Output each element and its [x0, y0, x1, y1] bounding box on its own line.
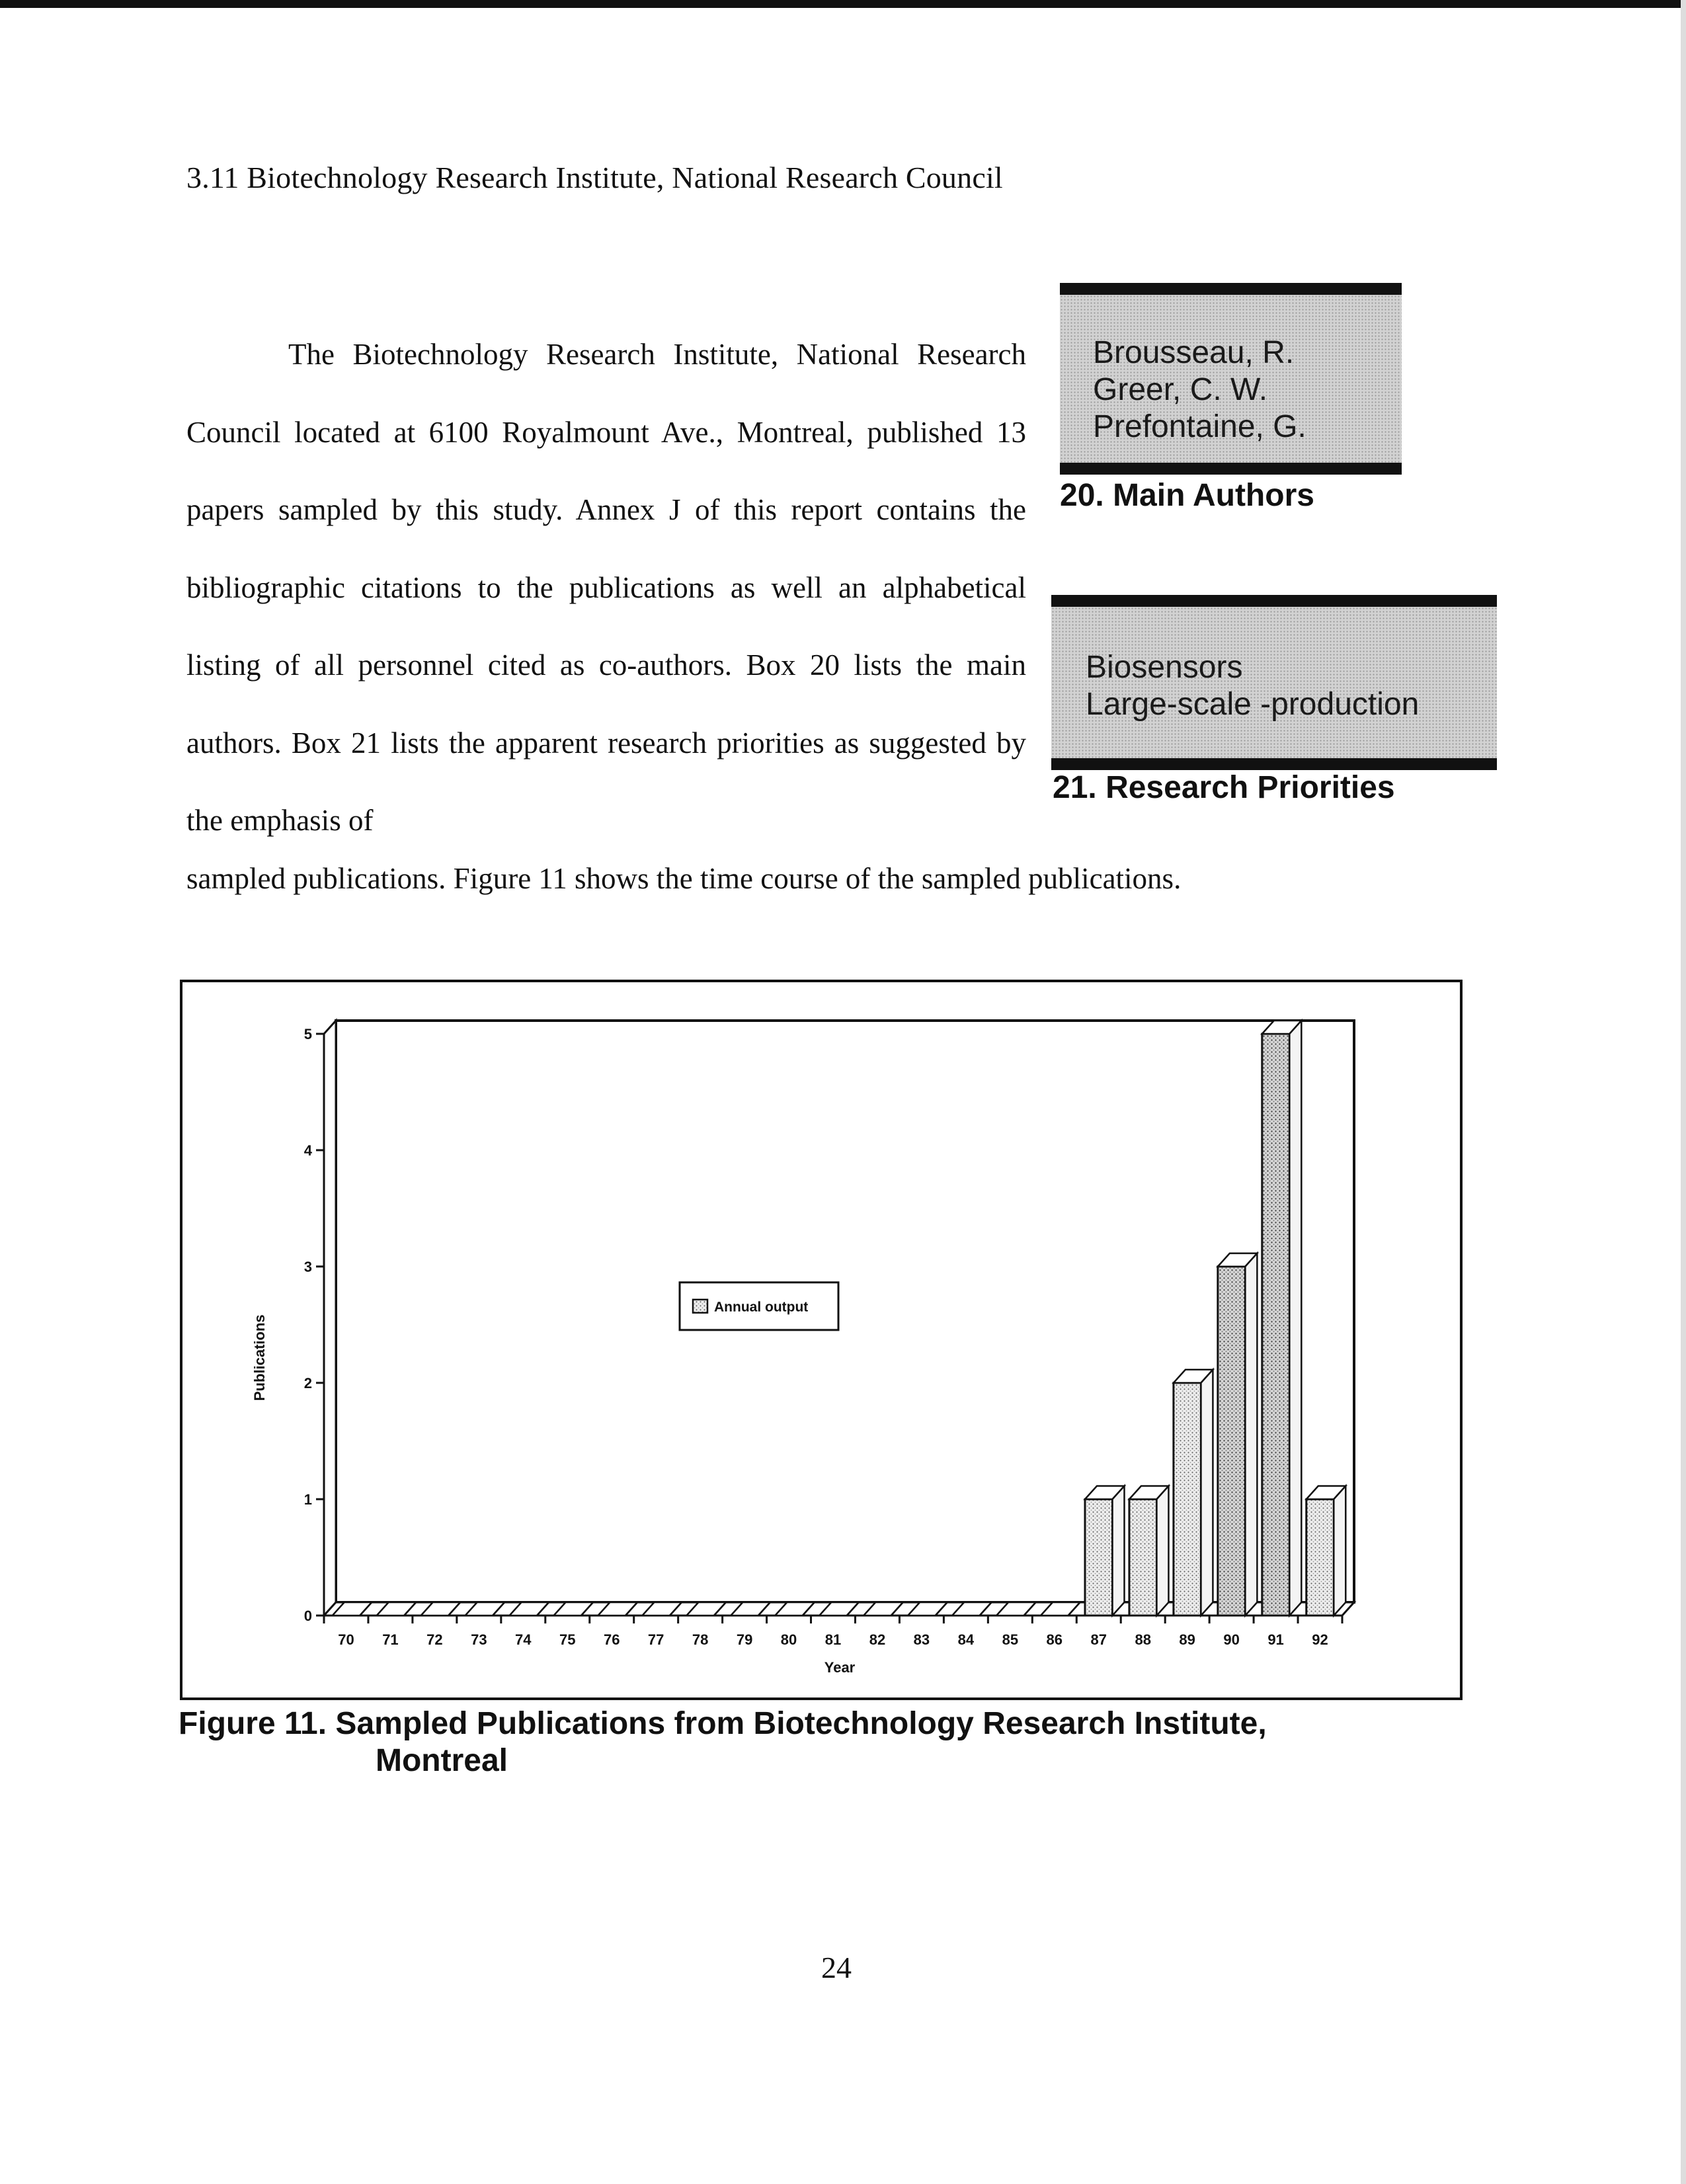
bar-89: [1174, 1383, 1201, 1616]
x-tick-label: 79: [736, 1631, 753, 1648]
x-tick-label: 83: [913, 1631, 930, 1648]
page-right-edge: [1681, 0, 1686, 2184]
x-tick-label: 87: [1090, 1631, 1107, 1648]
x-tick-label: 88: [1135, 1631, 1151, 1648]
x-tick-label: 73: [471, 1631, 487, 1648]
bar-87: [1085, 1499, 1113, 1616]
main-authors-caption: 20. Main Authors: [1060, 478, 1314, 513]
figure-caption-line1: Figure 11. Sampled Publications from Biotechnology Research Institute,: [179, 1706, 1267, 1741]
x-axis-title: Year: [824, 1659, 856, 1676]
legend-label: Annual output: [714, 1300, 809, 1315]
research-priorities-box: [1051, 595, 1497, 770]
x-tick-label: 82: [869, 1631, 886, 1648]
y-tick-label: 0: [303, 1608, 312, 1624]
bar-91: [1262, 1034, 1290, 1616]
figure-caption: [179, 1705, 1501, 1779]
x-tick-label: 91: [1267, 1631, 1284, 1648]
legend-swatch: [693, 1300, 707, 1313]
x-tick-label: 71: [382, 1631, 399, 1648]
main-authors-box: [1060, 283, 1402, 475]
author-item: Greer, C. W.: [1093, 372, 1268, 407]
figure-caption-line2: Montreal: [376, 1743, 508, 1778]
page-top-edge: [0, 0, 1686, 8]
bar-90: [1218, 1267, 1246, 1616]
author-item: Prefontaine, G.: [1093, 409, 1306, 444]
x-tick-label: 78: [692, 1631, 709, 1648]
y-tick-label: 2: [303, 1375, 312, 1391]
x-tick-label: 89: [1179, 1631, 1195, 1648]
x-tick-label: 81: [824, 1631, 842, 1648]
x-tick-label: 80: [780, 1631, 797, 1648]
bar-88: [1129, 1499, 1157, 1616]
x-tick-label: 92: [1312, 1631, 1328, 1648]
priority-item: Large-scale -production: [1086, 687, 1420, 722]
x-tick-label: 74: [515, 1631, 532, 1648]
x-tick-label: 70: [338, 1631, 354, 1648]
bar-side-88: [1156, 1486, 1168, 1616]
y-axis-title: Publications: [251, 1314, 268, 1401]
x-tick-label: 72: [426, 1631, 443, 1648]
x-tick-label: 90: [1223, 1631, 1240, 1648]
y-tick-label: 4: [303, 1142, 312, 1159]
bar-side-92: [1334, 1486, 1345, 1616]
x-tick-label: 76: [603, 1631, 620, 1648]
body-paragraph: The Biotechnology Research Institute, National Research Council located at 6100 Royalmount Ave., Montreal, published 13 papers sampled by this study. Annex J of this report contains the bibliographic citations to the publications as well an alphabetical listing of all personnel cited as co-authors. Box 20 lists the main authors. Box 21 lists the apparent research priorities as suggested by the emphasis of: [186, 338, 1026, 837]
author-item: Brousseau, R.: [1093, 335, 1295, 370]
y-tick-label: 5: [303, 1026, 312, 1042]
body-last-line: sampled publications. Figure 11 shows the time course of the sampled publications.: [186, 862, 1182, 895]
y-tick-label: 1: [303, 1491, 312, 1508]
bar-side-90: [1245, 1253, 1257, 1616]
priority-item: Biosensors: [1086, 650, 1243, 685]
research-priorities-caption: 21. Research Priorities: [1053, 770, 1395, 805]
section-title: 3.11 Biotechnology Research Institute, National Research Council: [186, 161, 1003, 194]
x-tick-label: 77: [647, 1631, 664, 1648]
x-tick-label: 84: [957, 1631, 975, 1648]
x-tick-label: 75: [559, 1631, 576, 1648]
page-number: 24: [821, 1951, 852, 1984]
bar-side-89: [1201, 1370, 1213, 1616]
x-tick-label: 86: [1046, 1631, 1063, 1648]
bar-side-87: [1112, 1486, 1124, 1616]
publications-chart: [180, 980, 1463, 1700]
bar-side-91: [1289, 1021, 1301, 1616]
bar-92: [1306, 1499, 1334, 1616]
x-tick-label: 85: [1002, 1631, 1019, 1648]
y-tick-label: 3: [303, 1259, 312, 1275]
chart-side-wall: [324, 1021, 336, 1616]
chart-svg: [180, 980, 1463, 1700]
